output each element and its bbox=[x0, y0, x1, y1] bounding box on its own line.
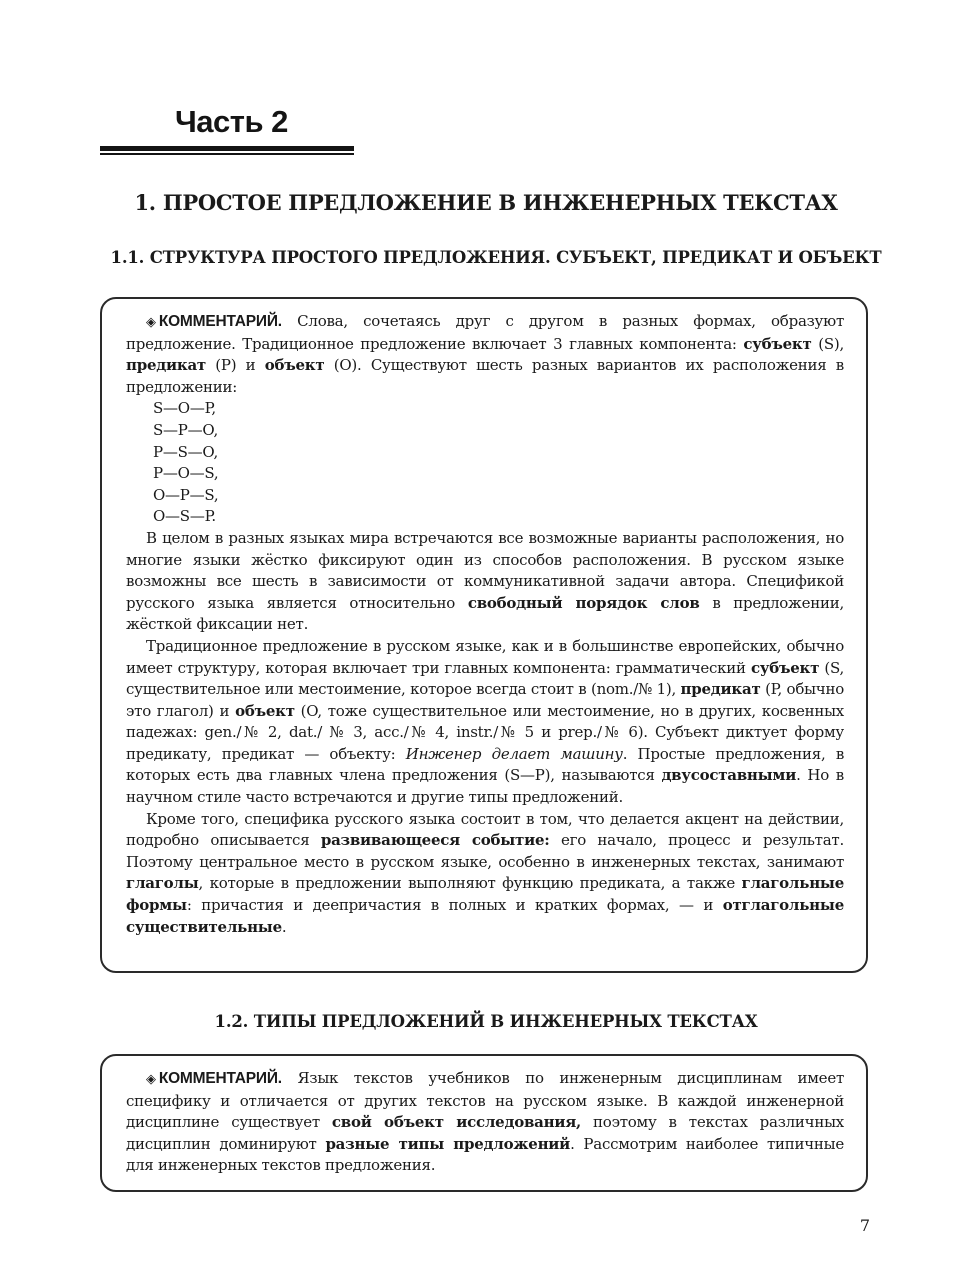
paragraph: ◈ КОММЕНТАРИЙ. Язык текстов учебников по инженерным дисциплинам имеет специфику и отличается от других текстов на русском языке. В каждой инженерной дисциплине существует свой объект исследования, поэтому в текстах различных дисциплин доминируют разные типы предложений. Рассмотрим наиболее типичные для инженерных текстов предложения. bbox=[126, 1069, 844, 1175]
part-title-rule-thick bbox=[100, 146, 354, 151]
paragraph: Традиционное предложение в русском языке, как и в большинстве европейских, обычно имеет структуру, которая включает три главных компонента: грамматический субъект (S, существительное или местоимение, которое всегда стоит в (nom./№ 1), предикат (P, обычно это глагол) и объект (O, тоже существительное или местоимение, но в других, косвенных падежах: gen./№ 2, dat./ № 3, acc./№ 4, instr./№ 5 и prep./№ 6). Субъект диктует форму предикату, предикат — объекту: Инженер делает машину. Простые предложения, в которых есть два главных члена предложения (S—P), называются двусоставными. Но в научном стиле часто встречаются и другие типы предложений. bbox=[126, 636, 845, 807]
comment-text-2 bbox=[126, 1068, 844, 1177]
list-item: P—O—S, bbox=[153, 464, 219, 483]
section-heading-1-1: 1.1. СТРУКТУРА ПРОСТОГО ПРЕДЛОЖЕНИЯ. СУБЪЕКТ, ПРЕДИКАТ И ОБЪЕКТ bbox=[110, 248, 882, 267]
paragraph: В целом в разных языках мира встречаются все возможные варианты расположения, но многие языки жёстко фиксируют один из способов расположения. В русском языке возможны все шесть в зависимости от коммуникативной задачи автора. Спецификой русского языка является относительно свободный порядок слов в предложении, жёсткой фиксации нет. bbox=[126, 528, 844, 634]
part-title-rule-thin bbox=[100, 153, 354, 155]
word-order-list bbox=[126, 398, 844, 528]
paragraph: Кроме того, специфика русского языка состоит в том, что делается акцент на действии, подробно описывается развивающееся событие: его начало, процесс и результат. Поэтому центральное место в русском языке, особенно в инженерных текстах, занимают глаголы, которые в предложении выполняют функцию предиката, а также глагольные формы: причастия и деепричастия в полных и кратких формах, — и отглагольные существительные. bbox=[126, 809, 844, 936]
chapter-heading: 1. ПРОСТОЕ ПРЕДЛОЖЕНИЕ В ИНЖЕНЕРНЫХ ТЕКСТАХ bbox=[134, 190, 838, 215]
list-item: P—S—O, bbox=[153, 442, 219, 461]
part-title: Часть 2 bbox=[175, 104, 288, 139]
comment-label: КОММЕНТАРИЙ. bbox=[158, 313, 282, 330]
list-item: S—O—P, bbox=[153, 399, 216, 418]
paragraph: ◈ КОММЕНТАРИЙ. Слова, сочетаясь друг с другом в разных формах, образуют предложение. Традиционное предложение включает 3 главных компонента: субъект (S), предикат (P) и объект (O). Существуют шесть разных вариантов их расположения в предложении: bbox=[126, 312, 844, 396]
comment-text-1 bbox=[126, 311, 844, 938]
section-heading-1-2: 1.2. ТИПЫ ПРЕДЛОЖЕНИЙ В ИНЖЕНЕРНЫХ ТЕКСТАХ bbox=[214, 1012, 758, 1031]
diamond-icon: ◈ bbox=[146, 1072, 156, 1087]
diamond-icon: ◈ bbox=[146, 315, 156, 330]
list-item: O—P—S, bbox=[153, 485, 219, 504]
list-item: S—P—O, bbox=[153, 420, 219, 439]
comment-label: КОММЕНТАРИЙ. bbox=[158, 1070, 282, 1087]
page-number: 7 bbox=[859, 1216, 870, 1235]
list-item: O—S—P. bbox=[153, 507, 216, 526]
